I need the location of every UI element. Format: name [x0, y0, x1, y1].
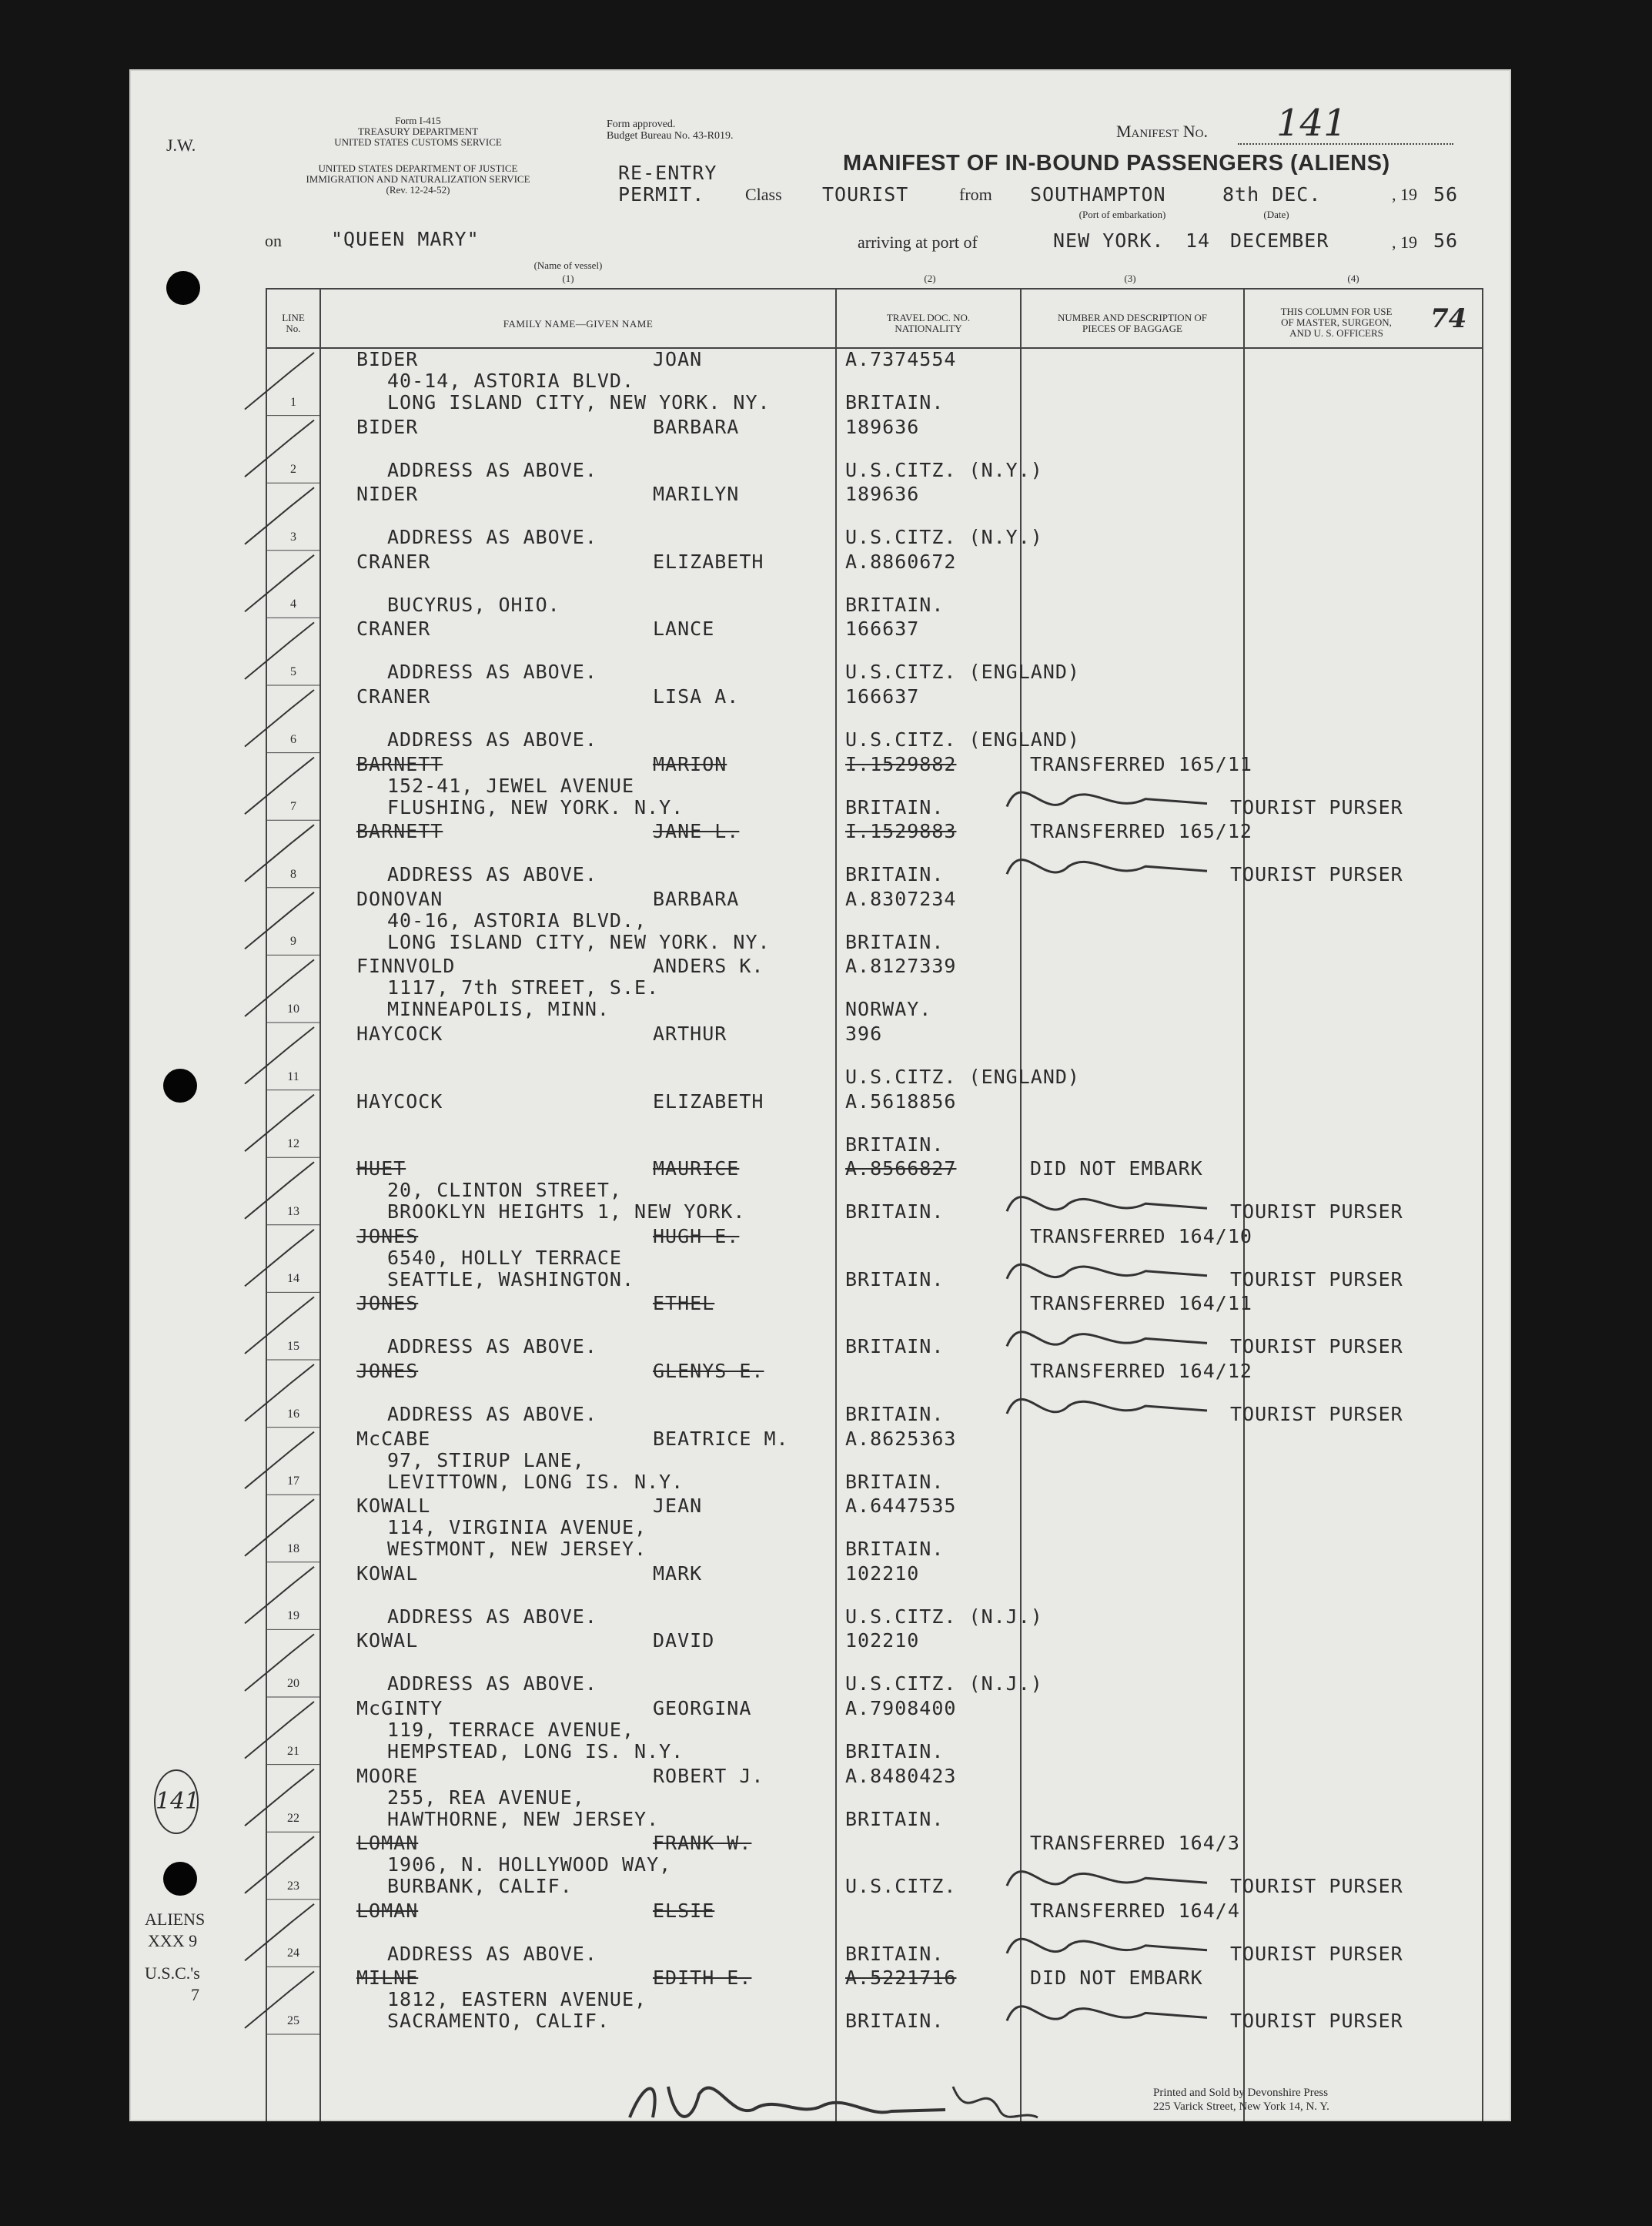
address-line-2: SEATTLE, WASHINGTON. — [387, 1267, 635, 1290]
passenger-row — [129, 1090, 1511, 1158]
circled-manifest-number: 141 — [154, 1769, 199, 1834]
passenger-row — [129, 416, 1511, 484]
line-number: 24 — [287, 1946, 299, 1960]
address-line-2: ADDRESS AS ABOVE. — [387, 863, 597, 886]
form-approved: Form approved. — [607, 119, 676, 130]
passenger-row — [129, 1629, 1511, 1697]
given-name: JEAN — [653, 1495, 703, 1518]
nationality: BRITAIN. — [845, 593, 945, 616]
address-line-2: HEMPSTEAD, LONG IS. N.Y. — [387, 1740, 684, 1762]
address-line-1: 1117, 7th STREET, S.E. — [387, 976, 660, 999]
dept-immigration: IMMIGRATION AND NATURALIZATION SERVICE — [306, 173, 530, 185]
purser-note: TOURIST PURSER — [1230, 1335, 1403, 1358]
nationality: BRITAIN. — [845, 1267, 945, 1290]
family-name: McGINTY — [356, 1697, 443, 1719]
passenger-row — [129, 753, 1511, 821]
address-line-1: 1906, N. HOLLYWOOD WAY, — [387, 1853, 672, 1876]
address-line-2: SACRAMENTO, CALIF. — [387, 2010, 610, 2033]
line-number: 23 — [287, 1879, 299, 1893]
purser-note: TOURIST PURSER — [1230, 1875, 1403, 1898]
family-name: HUET — [356, 1157, 406, 1180]
travel-document: I.1529882 — [845, 752, 957, 775]
travel-document: A.8566827 — [845, 1157, 957, 1180]
year-prefix-2: , 19 — [1392, 233, 1417, 252]
line-number: 7 — [290, 800, 296, 814]
address-line-2: ADDRESS AS ABOVE. — [387, 661, 597, 684]
address-line-2: ADDRESS AS ABOVE. — [387, 526, 597, 549]
given-name: JANE L. — [653, 820, 740, 843]
line-number: 14 — [287, 1272, 299, 1286]
address-line-2: WESTMONT, NEW JERSEY. — [387, 1538, 647, 1561]
line-number: 12 — [287, 1137, 299, 1151]
travel-document: 189636 — [845, 483, 920, 506]
line-number: 5 — [290, 664, 296, 678]
arrival-month: DECEMBER — [1230, 229, 1329, 252]
line-number: 17 — [287, 1475, 299, 1488]
address-line-2: BUCYRUS, OHIO. — [387, 593, 560, 616]
column-number-4: (4) — [1347, 273, 1359, 284]
travel-document: I.1529883 — [845, 820, 957, 843]
passenger-row — [129, 1832, 1511, 1900]
address-line-1: 152-41, JEWEL AVENUE — [387, 774, 635, 797]
purser-note: TOURIST PURSER — [1230, 1200, 1403, 1223]
given-name: MARK — [653, 1562, 703, 1585]
nationality: U.S.CITZ. (ENGLAND) — [845, 728, 1080, 751]
nationality: BRITAIN. — [845, 1740, 945, 1762]
transfer-note: TRANSFERRED 164/3 — [1030, 1832, 1240, 1855]
given-name: ARTHUR — [653, 1023, 727, 1045]
nationality: U.S.CITZ. (ENGLAND) — [845, 661, 1080, 684]
address-line-1: 97, STIRUP LANE, — [387, 1448, 585, 1471]
nationality: BRITAIN. — [845, 1133, 945, 1156]
address-line-2: ADDRESS AS ABOVE. — [387, 728, 597, 751]
family-name: MILNE — [356, 1967, 419, 1990]
nationality: BRITAIN. — [845, 1538, 945, 1561]
arriving-label: arriving at port of — [858, 233, 978, 252]
family-name: KOWAL — [356, 1629, 419, 1652]
column-header-name: FAMILY NAME—GIVEN NAME — [503, 318, 654, 330]
passenger-row — [129, 1562, 1511, 1630]
family-name: MOORE — [356, 1764, 419, 1787]
form-initials: J.W. — [166, 136, 196, 155]
passenger-row — [129, 1157, 1511, 1225]
address-line-2: ADDRESS AS ABOVE. — [387, 1605, 597, 1628]
family-name: BIDER — [356, 348, 419, 370]
given-name: ETHEL — [653, 1292, 715, 1315]
purser-note: TOURIST PURSER — [1230, 795, 1403, 818]
nationality: U.S.CITZ. (N.J.) — [845, 1605, 1043, 1628]
passenger-row — [129, 1495, 1511, 1562]
purser-note: TOURIST PURSER — [1230, 1942, 1403, 1965]
address-line-2: ADDRESS AS ABOVE. — [387, 458, 597, 481]
printer-line-2: 225 Varick Street, New York 14, N. Y. — [1153, 2100, 1329, 2113]
address-line-2: BROOKLYN HEIGHTS 1, NEW YORK. — [387, 1200, 746, 1223]
given-name: HUGH E. — [653, 1224, 740, 1247]
travel-document: A.5618856 — [845, 1090, 957, 1113]
line-number: 13 — [287, 1204, 299, 1218]
budget-bureau: Budget Bureau No. 43-R019. — [607, 130, 734, 142]
purser-note: TOURIST PURSER — [1230, 1267, 1403, 1290]
given-name: MARILYN — [653, 483, 740, 506]
line-number: 20 — [287, 1676, 299, 1690]
nationality: BRITAIN. — [845, 1335, 945, 1358]
family-name: KOWALL — [356, 1495, 431, 1518]
given-name: MAURICE — [653, 1157, 740, 1180]
line-number: 4 — [290, 598, 296, 611]
nationality: BRITAIN. — [845, 1470, 945, 1493]
line-number: 6 — [290, 732, 296, 746]
nationality: BRITAIN. — [845, 930, 945, 953]
dept-treasury: TREASURY DEPARTMENT — [357, 126, 479, 137]
given-name: ELSIE — [653, 1899, 715, 1922]
travel-document: A.7908400 — [845, 1697, 957, 1719]
printer-line-1: Printed and Sold by Devonshire Press — [1153, 2087, 1329, 2099]
family-name: KOWAL — [356, 1562, 419, 1585]
given-name: GLENYS E. — [653, 1360, 764, 1382]
purser-note: TOURIST PURSER — [1230, 863, 1403, 886]
address-line-1: 114, VIRGINIA AVENUE, — [387, 1516, 647, 1539]
address-line-2: LONG ISLAND CITY, NEW YORK. NY. — [387, 930, 771, 953]
aliens-label: ALIENS — [145, 1910, 206, 1929]
address-line-2: ADDRESS AS ABOVE. — [387, 1672, 597, 1695]
travel-document: 166637 — [845, 685, 920, 708]
nationality: BRITAIN. — [845, 2010, 945, 2033]
family-name: McCABE — [356, 1427, 431, 1450]
given-name: LANCE — [653, 618, 715, 641]
travel-document: A.8127339 — [845, 955, 957, 978]
travel-document: 166637 — [845, 618, 920, 641]
column-header-baggage: NUMBER AND DESCRIPTION OF PIECES OF BAGGAGE — [1058, 312, 1207, 334]
given-name: ROBERT J. — [653, 1764, 764, 1787]
manifest-sheet — [129, 69, 1511, 2121]
column-header-line: LINE No. — [282, 312, 305, 334]
address-line-1: 119, TERRACE AVENUE, — [387, 1719, 635, 1741]
arrival-day: 14 — [1185, 229, 1211, 252]
line-number: 25 — [287, 2013, 299, 2027]
address-line-1: 20, CLINTON STREET, — [387, 1179, 622, 1202]
vessel-caption-number: (1) — [562, 273, 574, 284]
address-line-2: MINNEAPOLIS, MINN. — [387, 998, 610, 1021]
form-revision: (Rev. 12-24-52) — [386, 184, 450, 196]
travel-document: 189636 — [845, 415, 920, 438]
address-line-2: HAWTHORNE, NEW JERSEY. — [387, 1807, 660, 1830]
nationality: BRITAIN. — [845, 391, 945, 413]
passenger-row — [129, 1225, 1511, 1293]
nationality: U.S.CITZ. (ENGLAND) — [845, 1066, 1080, 1088]
line-number: 9 — [290, 935, 296, 949]
given-name: LISA A. — [653, 685, 740, 708]
dept-justice: UNITED STATES DEPARTMENT OF JUSTICE — [318, 162, 518, 174]
usc-label: U.S.C.'s — [145, 1963, 200, 1983]
travel-document: A.8625363 — [845, 1427, 957, 1450]
family-name: JONES — [356, 1224, 419, 1247]
passenger-row — [129, 888, 1511, 956]
line-number: 3 — [290, 530, 296, 544]
transfer-note: TRANSFERRED 165/11 — [1030, 752, 1252, 775]
column-number-2: (2) — [924, 273, 936, 284]
passenger-row — [129, 1360, 1511, 1428]
class-label: Class — [745, 185, 782, 204]
given-name: BARBARA — [653, 415, 740, 438]
passenger-row — [129, 1023, 1511, 1090]
passenger-row — [129, 685, 1511, 753]
nationality: BRITAIN. — [845, 1807, 945, 1830]
travel-document: 102210 — [845, 1562, 920, 1585]
family-name: DONOVAN — [356, 887, 443, 910]
family-name: CRANER — [356, 550, 431, 573]
given-name: JOAN — [653, 348, 703, 370]
passenger-row — [129, 1697, 1511, 1765]
passenger-row — [129, 1765, 1511, 1833]
sheet-count: 74 — [1430, 303, 1467, 334]
family-name: NIDER — [356, 483, 419, 506]
family-name: FINNVOLD — [356, 955, 456, 978]
arrival-year: 56 — [1433, 229, 1459, 252]
nationality: BRITAIN. — [845, 795, 945, 818]
family-name: BARNETT — [356, 820, 443, 843]
line-number: 19 — [287, 1609, 299, 1623]
address-line-2: LONG ISLAND CITY, NEW YORK. NY. — [387, 391, 771, 413]
embark-date: 8th DEC. — [1222, 183, 1322, 206]
column-header-travel-doc: TRAVEL DOC. NO. NATIONALITY — [886, 312, 971, 334]
address-line-1: 40-16, ASTORIA BLVD., — [387, 909, 647, 932]
transfer-note: TRANSFERRED 164/11 — [1030, 1292, 1252, 1315]
permit-label: PERMIT. — [618, 183, 705, 206]
line-number: 8 — [290, 867, 296, 881]
line-number: 11 — [287, 1069, 299, 1083]
family-name: CRANER — [356, 618, 431, 641]
form-number: Form I-415 — [395, 115, 441, 126]
port-of-arrival: NEW YORK. — [1053, 229, 1165, 252]
given-name: MARION — [653, 752, 727, 775]
transfer-note: TRANSFERRED 164/4 — [1030, 1899, 1240, 1922]
port-embark-caption: (Port of embarkation) — [1078, 209, 1166, 220]
address-line-2: ADDRESS AS ABOVE. — [387, 1335, 597, 1358]
nationality: NORWAY. — [845, 998, 932, 1021]
given-name: DAVID — [653, 1629, 715, 1652]
officer-signature — [622, 2064, 1053, 2133]
travel-document: A.8307234 — [845, 887, 957, 910]
passenger-row — [129, 1428, 1511, 1495]
family-name: CRANER — [356, 685, 431, 708]
address-line-2: ADDRESS AS ABOVE. — [387, 1403, 597, 1425]
from-label: from — [959, 185, 992, 204]
family-name: HAYCOCK — [356, 1090, 443, 1113]
year-prefix-1: , 19 — [1392, 185, 1417, 204]
address-line-1: 1812, EASTERN AVENUE, — [387, 1988, 647, 2011]
travel-document: A.8860672 — [845, 550, 957, 573]
purser-note: TOURIST PURSER — [1230, 1403, 1403, 1425]
passenger-row — [129, 618, 1511, 685]
passenger-row — [129, 1967, 1511, 2034]
embark-year: 56 — [1433, 183, 1459, 206]
address-line-2: ADDRESS AS ABOVE. — [387, 1942, 597, 1965]
line-number: 21 — [287, 1744, 299, 1758]
given-name: GEORGINA — [653, 1697, 752, 1719]
transfer-note: TRANSFERRED 165/12 — [1030, 820, 1252, 843]
port-of-embarkation: SOUTHAMPTON — [1030, 183, 1166, 206]
line-number: 2 — [290, 463, 296, 477]
passenger-row — [129, 1900, 1511, 1967]
vessel-name: "QUEEN MARY" — [331, 228, 480, 250]
address-line-1: 40-14, ASTORIA BLVD. — [387, 370, 635, 392]
nationality: U.S.CITZ. (N.Y.) — [845, 526, 1043, 549]
line-number: 10 — [287, 1002, 299, 1016]
line-number: 18 — [287, 1541, 299, 1555]
line-number: 15 — [287, 1339, 299, 1353]
nationality: BRITAIN. — [845, 1200, 945, 1223]
vessel-caption: (Name of vessel) — [533, 259, 603, 271]
dept-customs: UNITED STATES CUSTOMS SERVICE — [334, 136, 502, 148]
passenger-row — [129, 1292, 1511, 1360]
travel-document: 102210 — [845, 1629, 920, 1652]
manifest-title: MANIFEST OF IN-BOUND PASSENGERS (ALIENS) — [843, 151, 1390, 176]
address-line-2: FLUSHING, NEW YORK. N.Y. — [387, 795, 684, 818]
nationality: BRITAIN. — [845, 1942, 945, 1965]
purser-note: TOURIST PURSER — [1230, 2010, 1403, 2033]
transfer-note: TRANSFERRED 164/10 — [1030, 1224, 1252, 1247]
transfer-note: TRANSFERRED 164/12 — [1030, 1360, 1252, 1382]
usc-count: 7 — [191, 1985, 199, 2004]
travel-document: A.8480423 — [845, 1764, 957, 1787]
nationality: BRITAIN. — [845, 863, 945, 886]
passenger-row — [129, 483, 1511, 551]
travel-document: 396 — [845, 1023, 883, 1045]
passenger-row — [129, 348, 1511, 416]
address-line-1: 6540, HOLLY TERRACE — [387, 1246, 622, 1269]
given-name: FRANK W. — [653, 1832, 752, 1855]
family-name: JONES — [356, 1292, 419, 1315]
nationality: U.S.CITZ. (N.J.) — [845, 1672, 1043, 1695]
family-name: BARNETT — [356, 752, 443, 775]
given-name: BARBARA — [653, 887, 740, 910]
on-label: on — [265, 231, 282, 250]
reentry-label: RE-ENTRY — [618, 162, 717, 184]
column-header-officers: THIS COLUMN FOR USE OF MASTER, SURGEON, AND U. S. OFFICERS — [1280, 306, 1393, 339]
family-name: HAYCOCK — [356, 1023, 443, 1045]
passenger-row — [129, 955, 1511, 1023]
family-name: JONES — [356, 1360, 419, 1382]
family-name: LOMAN — [356, 1832, 419, 1855]
address-line-1: 255, REA AVENUE, — [387, 1786, 585, 1809]
manifest-number: 141 — [1276, 102, 1347, 145]
family-name: BIDER — [356, 415, 419, 438]
nationality: U.S.CITZ. (N.Y.) — [845, 458, 1043, 481]
travel-document: A.7374554 — [845, 348, 957, 370]
given-name: BEATRICE M. — [653, 1427, 789, 1450]
given-name: ELIZABETH — [653, 1090, 764, 1113]
date-caption: (Date) — [1263, 209, 1289, 220]
passenger-row — [129, 551, 1511, 618]
nationality: U.S.CITZ. — [845, 1875, 957, 1898]
given-name: ELIZABETH — [653, 550, 764, 573]
nationality: BRITAIN. — [845, 1403, 945, 1425]
column-number-3: (3) — [1124, 273, 1136, 284]
line-number: 1 — [290, 395, 296, 409]
given-name: ANDERS K. — [653, 955, 764, 978]
manifest-no-label: Manifest No. — [1116, 122, 1208, 141]
travel-document: A.5221716 — [845, 1967, 957, 1990]
travel-document: A.6447535 — [845, 1495, 957, 1518]
line-number: 16 — [287, 1407, 299, 1421]
aliens-count: XXX 9 — [148, 1931, 198, 1950]
class-value: TOURIST — [822, 183, 909, 206]
transfer-note: DID NOT EMBARK — [1030, 1157, 1203, 1180]
line-number: 22 — [287, 1812, 299, 1826]
passenger-row — [129, 820, 1511, 888]
address-line-2: LEVITTOWN, LONG IS. N.Y. — [387, 1470, 684, 1493]
transfer-note: DID NOT EMBARK — [1030, 1967, 1203, 1990]
given-name: EDITH E. — [653, 1967, 752, 1990]
family-name: LOMAN — [356, 1899, 419, 1922]
address-line-2: BURBANK, CALIF. — [387, 1875, 573, 1898]
